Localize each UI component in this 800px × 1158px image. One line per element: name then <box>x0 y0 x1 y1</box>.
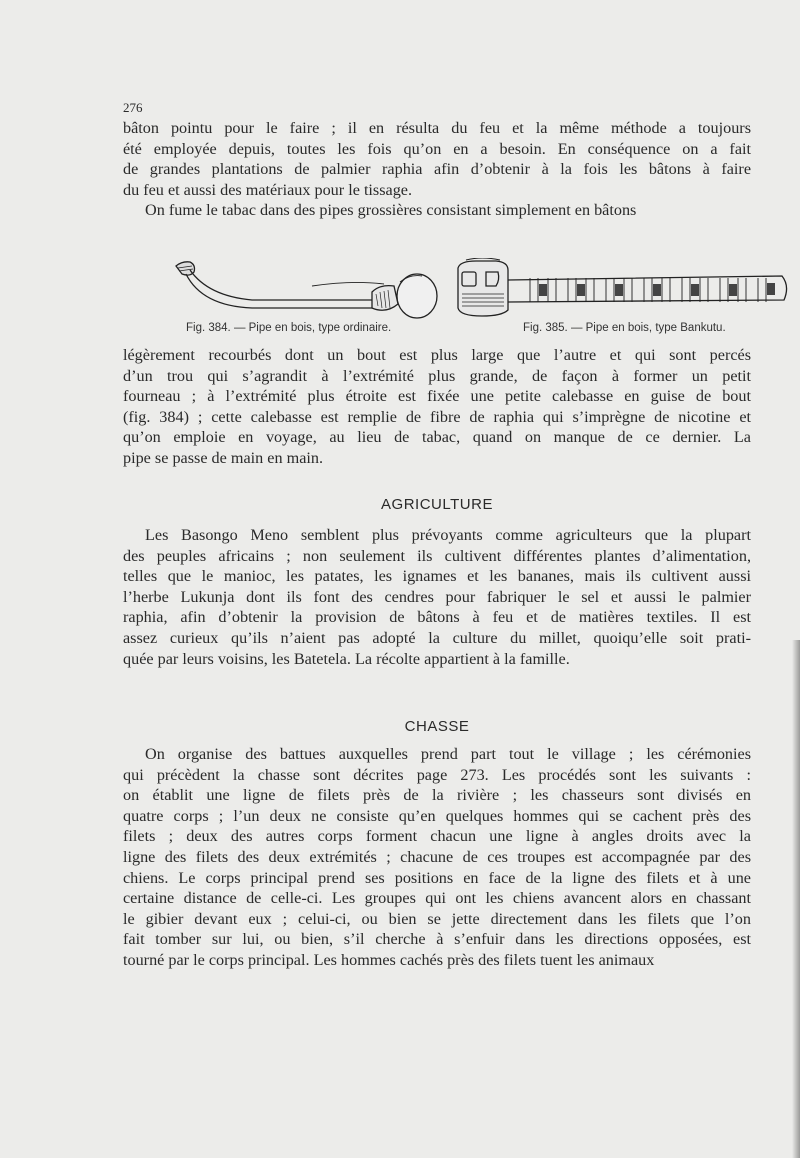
text-line: Les Basongo Meno semblent plus prévoyants comme agriculteurs que la plupart <box>145 526 751 544</box>
text-line: On fume le tabac dans des pipes grossières consistant simplement en bâtons <box>145 201 637 220</box>
text-line: pipe se passe de main en main. <box>123 448 324 467</box>
paragraph-fire-making <box>123 118 751 221</box>
text-line: fourneau ; à l’extrémité plus étroite est fixée une petite calebasse en guise de bout <box>123 387 751 406</box>
text-line: assez curieux qu’ils n’aient pas adopté la culture du millet, quoiqu’elle soit prati- <box>123 628 751 647</box>
text-line: l’herbe Lukunja dont ils font des cendres pour fabriquer le sel et aussi le palmier <box>123 587 751 606</box>
text-line: bâton pointu pour le faire ; il en résulta du feu et la même méthode a toujours <box>123 119 751 137</box>
text-line: des peuples africains ; non seulement ils cultivent différentes plantes d’alimentation, <box>123 546 751 565</box>
heading-agriculture: AGRICULTURE <box>381 496 493 513</box>
text-line: le gibier devant eux ; celui-ci, ou bien se jette directement dans les filets que l’on <box>123 909 751 928</box>
paragraph-pipes <box>123 345 751 469</box>
fig-384-caption: Fig. 384. — Pipe en bois, type ordinaire. <box>186 322 392 334</box>
paragraph-chasse <box>123 744 751 971</box>
fig-385-caption: Fig. 385. — Pipe en bois, type Bankutu. <box>523 322 726 334</box>
text-line: ligne des filets des deux extrémités ; chacune de ces troupes est accompagnée par des <box>123 847 751 866</box>
text-line: on établit une ligne de filets près de la rivière ; les chasseurs sont divisés en <box>123 786 751 805</box>
text-line: tourné par le corps principal. Les hommes cachés près des filets tuent les animaux <box>123 950 655 969</box>
text-line: du feu et aussi des matériaux pour le tissage. <box>123 180 413 199</box>
text-line: raphia, afin d’obtenir la provision de bâtons à feu et de matières textiles. Il est <box>123 608 751 627</box>
text-line: (fig. 384) ; cette calebasse est remplie de fibre de raphia qui s’imprègne de nicotine et <box>123 407 751 426</box>
text-line: filets ; deux des autres corps forment chacun une ligne à angles droits avec la <box>123 827 751 846</box>
heading-chasse: CHASSE <box>404 718 470 735</box>
text-line: chiens. Le corps principal prend ses positions en face de la ligne des filets et à une <box>123 868 751 887</box>
paragraph-agriculture <box>123 525 751 669</box>
text-line: quatre corps ; l’un deux ne consiste qu’en quelques hommes qui se cachent près des <box>123 806 751 825</box>
text-line: été employée depuis, toutes les fois qu’on en a besoin. En conséquence on a fait <box>123 139 751 158</box>
text-line: de grandes plantations de palmier raphia afin d’obtenir à la fois les bâtons à faire <box>123 160 751 179</box>
text-line: On organise des battues auxquelles prend part tout le village ; les cérémonies <box>145 745 751 763</box>
text-line: certaine distance de celle-ci. Les groupes qui ont les chiens avancent alors en chassant <box>123 889 751 908</box>
pipe-ordinary-illustration <box>172 258 440 320</box>
page-edge-shadow <box>792 640 800 1158</box>
text-line: quée par leurs voisins, les Batetela. La récolte appartient à la famille. <box>123 649 570 668</box>
text-line: fait tomber sur lui, ou bien, s’il cherche à s’enfuir dans les directions opposées, est <box>123 930 751 949</box>
text-line: légèrement recourbés dont un bout est plus large que l’autre et qui sont percés <box>123 346 751 364</box>
text-line: d’un trou qui s’agrandit à l’extrémité plus grande, de façon à former un petit <box>123 366 751 385</box>
text-line: qu’on emploie en voyage, au lieu de tabac, quand on manque de ce dernier. La <box>123 428 751 447</box>
pipe-bankutu-illustration <box>452 258 792 320</box>
text-line: telles que le manioc, les patates, les ignames et les bananes, mais ils cultivent aussi <box>123 567 751 586</box>
text-line: qui précèdent la chasse sont décrites page 273. Les procédés sont les suivants : <box>123 765 751 784</box>
page-number: 276 <box>123 100 143 115</box>
